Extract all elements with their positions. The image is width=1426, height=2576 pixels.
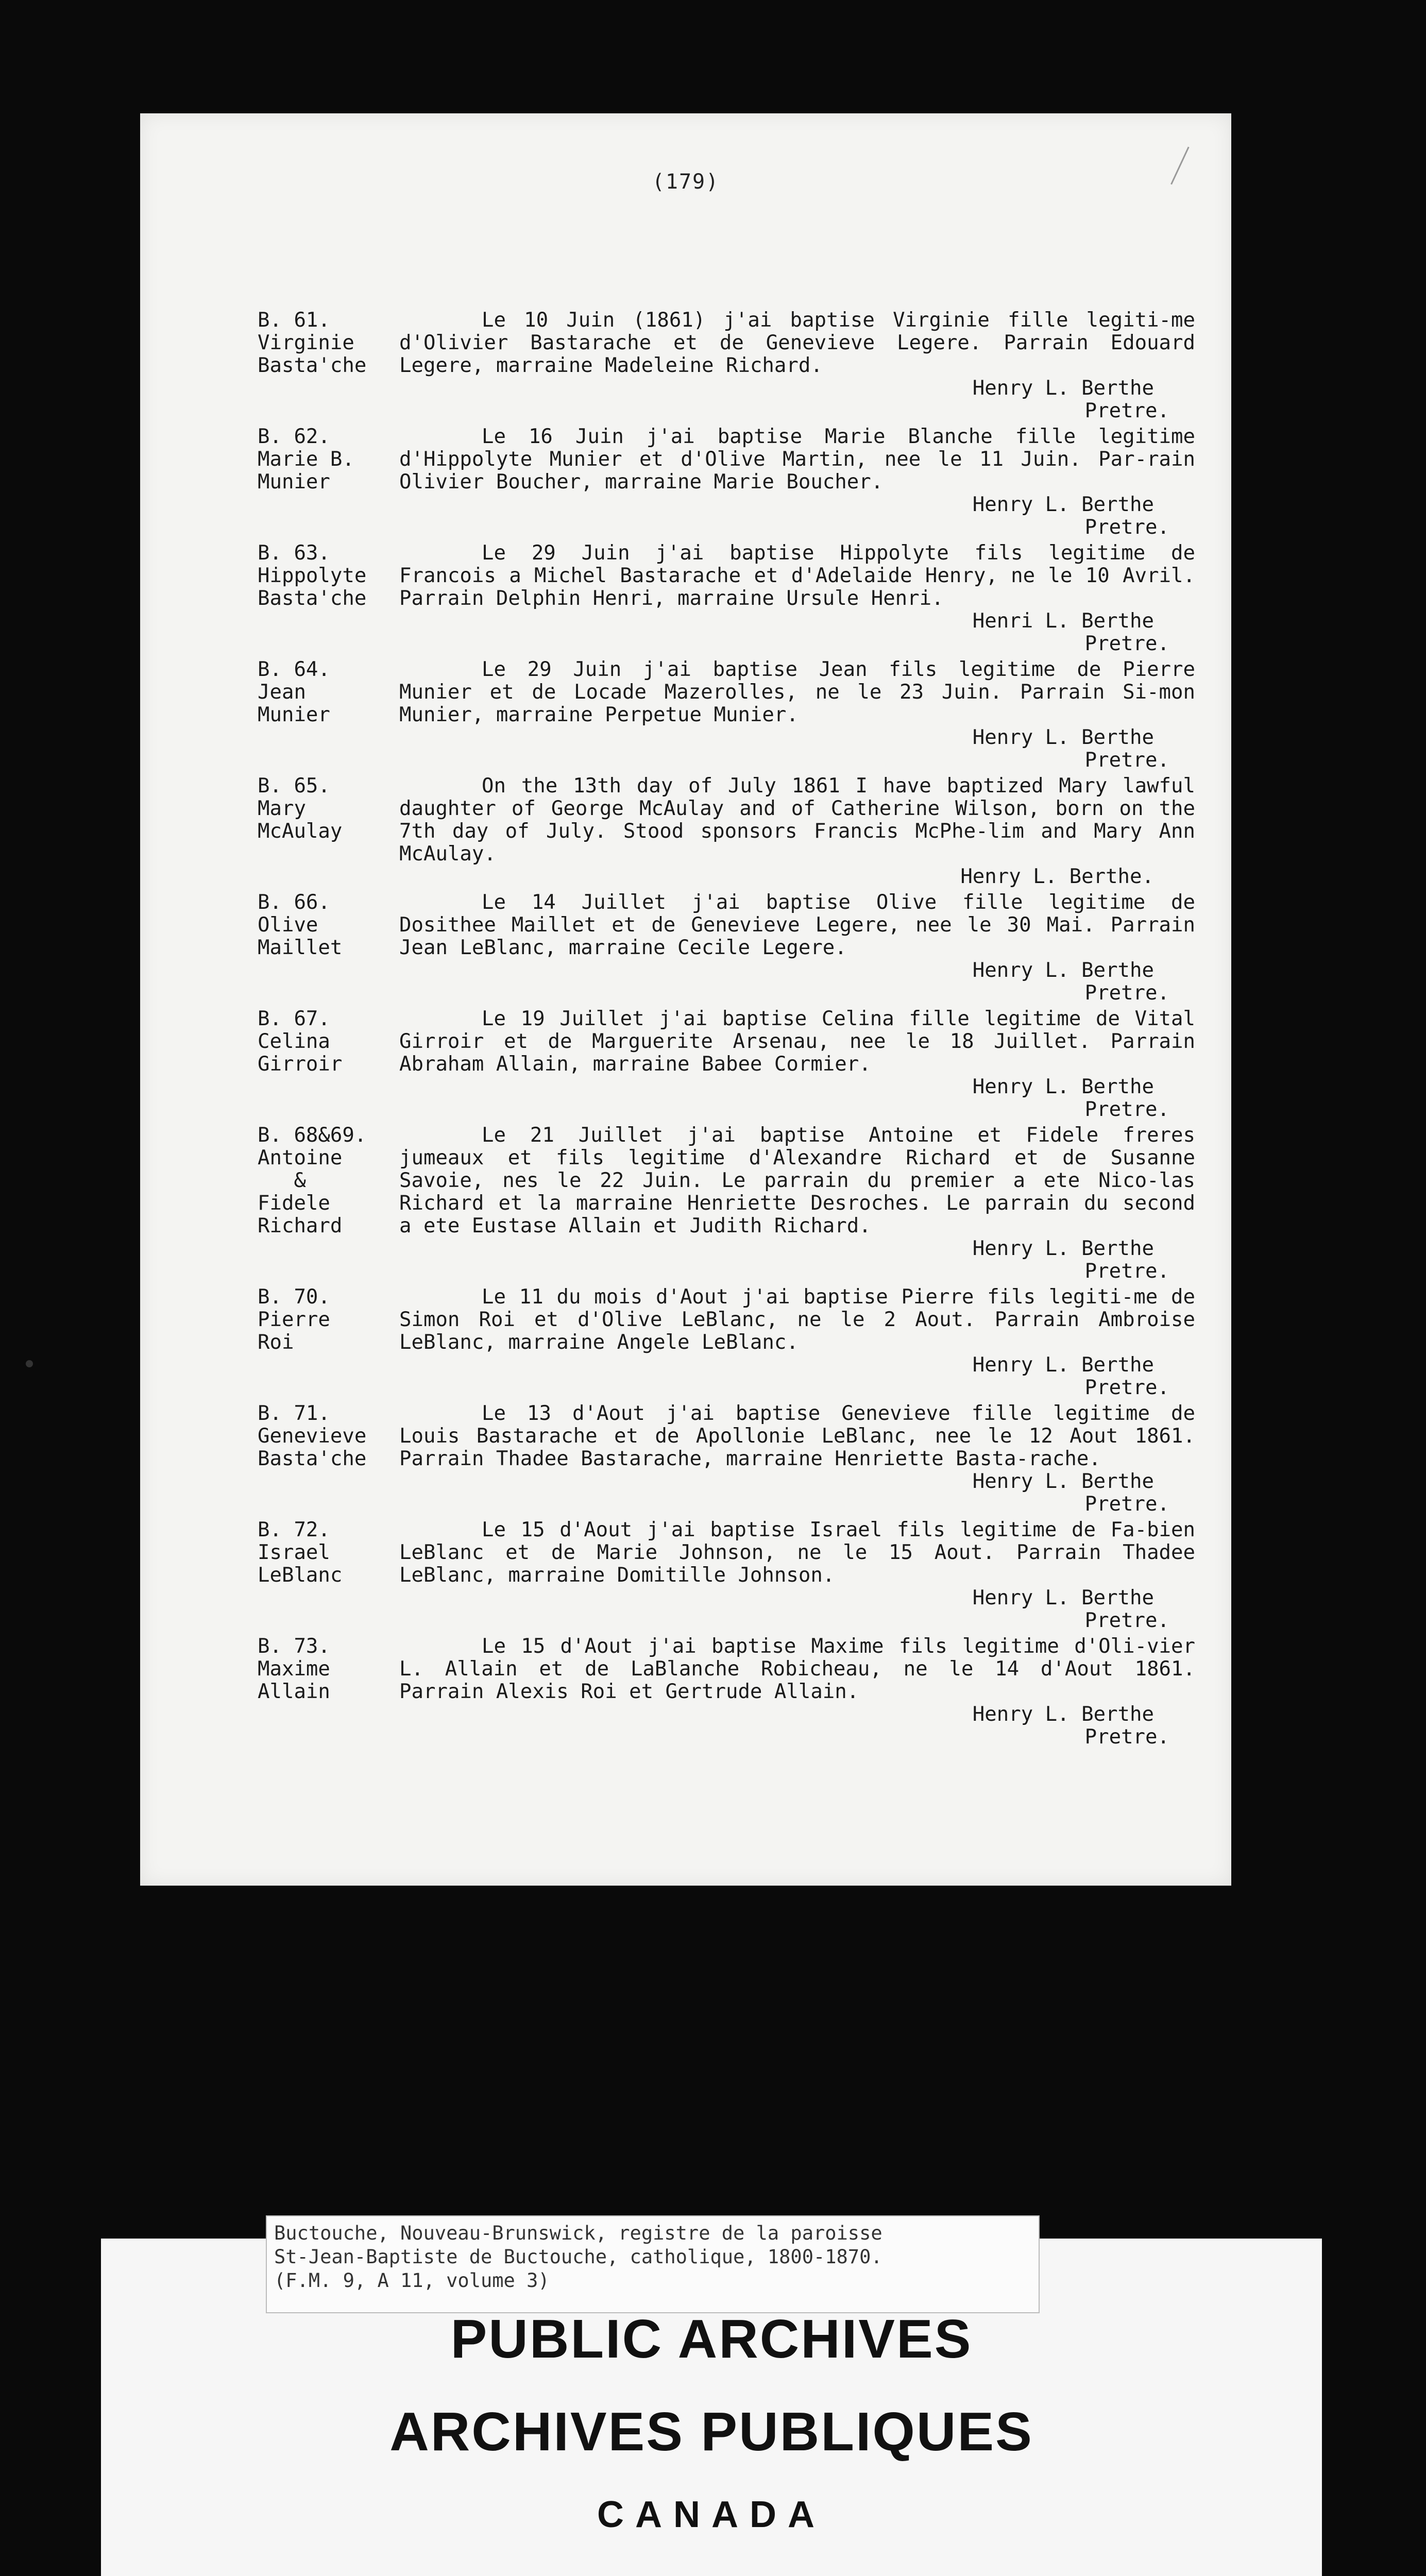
film-speck <box>26 1360 33 1367</box>
archives-title-french: ARCHIVES PUBLIQUES <box>389 2401 1033 2462</box>
baptism-entry <box>258 426 1195 539</box>
entry-body <box>399 658 1195 772</box>
entry-margin-label: B. 65. Mary McAulay <box>258 774 343 843</box>
entry-text: On the 13th day of July 1861 I have baptized Mary lawful daughter of George McAulay and of Catherine Wilson, born on the 7th day of July. Stood sponsors Francis McPhe-lim and Mary Ann McAulay. <box>399 774 1195 866</box>
archives-title-english: PUBLIC ARCHIVES <box>450 2309 973 2369</box>
entry-text: Le 13 d'Aout j'ai baptise Genevieve fille legitime de Louis Bastarache et de Apollonie LeBlanc, nee le 12 Aout 1861. Parrain Thadee Bastarache, marraine Henriette Basta-rache. <box>399 1402 1195 1470</box>
signature-name: Henri L. Berthe <box>972 609 1154 633</box>
signature-name: Henry L. Berthe <box>972 1470 1154 1493</box>
entry-body <box>399 1008 1195 1121</box>
baptism-entry <box>258 1519 1195 1632</box>
entry-text: Le 11 du mois d'Aout j'ai baptise Pierre fils legiti-me de Simon Roi et d'Olive LeBlanc, ne le 2 Aout. Parrain Ambroise LeBlanc, marraine Angele LeBlanc. <box>399 1285 1195 1354</box>
signature-name: Henry L. Berthe <box>972 726 1154 749</box>
entry-margin-label: B. 70. Pierre Roi <box>258 1285 330 1354</box>
entry-body <box>399 1286 1195 1399</box>
signature-title: Pretre. <box>1084 1493 1169 1516</box>
signature <box>399 377 1195 422</box>
signature-name: Henry L. Berthe. <box>960 865 1154 888</box>
signature-title: Pretre. <box>1084 632 1169 655</box>
archives-country: CANADA <box>597 2494 826 2535</box>
signature-name: Henry L. Berthe <box>972 1353 1154 1377</box>
signature <box>399 1238 1195 1283</box>
entry-text: Le 29 Juin j'ai baptise Jean fils legitime de Pierre Munier et de Locade Mazerolles, ne le 23 Juin. Parrain Si-mon Munier, marraine Perpetue Munier. <box>399 658 1195 726</box>
entry-body <box>399 1519 1195 1632</box>
baptism-entry <box>258 1008 1195 1121</box>
signature-name: Henry L. Berthe <box>972 1586 1154 1609</box>
entry-margin-label: B. 68&69. Antoine & Fidele Richard <box>258 1124 367 1238</box>
entry-text: Le 21 Juillet j'ai baptise Antoine et Fidele freres jumeaux et fils legitime d'Alexandre Richard et de Susanne Savoie, nes le 22 Juin. Le parrain du premier a ete Nico-las Richard et la marraine Henriette Desroches. Le parrain du second a ete Eustase Allain et Judith Richard. <box>399 1124 1195 1238</box>
signature-title: Pretre. <box>1084 1260 1169 1283</box>
signature <box>399 1076 1195 1121</box>
entry-body <box>399 426 1195 539</box>
entry-body <box>399 1635 1195 1749</box>
entry-margin-label: B. 64. Jean Munier <box>258 658 330 726</box>
signature-title: Pretre. <box>1084 516 1169 539</box>
entry-text: Le 16 Juin j'ai baptise Marie Blanche fille legitime d'Hippolyte Munier et d'Olive Martin, nee le 11 Juin. Par-rain Olivier Boucher, marraine Marie Boucher. <box>399 425 1195 494</box>
entry-body <box>399 891 1195 1005</box>
source-line-1: Buctouche, Nouveau-Brunswick, registre de la paroisse <box>274 2222 882 2244</box>
page-number: (179) <box>652 170 720 194</box>
entry-margin-label: B. 71. Genevieve Basta'che <box>258 1402 367 1470</box>
signature <box>399 726 1195 772</box>
signature-title: Pretre. <box>1084 1376 1169 1399</box>
entry-body <box>399 309 1195 422</box>
signature-name: Henry L. Berthe <box>972 1703 1154 1726</box>
signature <box>399 1587 1195 1632</box>
baptism-entry <box>258 775 1195 888</box>
entry-text: Le 14 Juillet j'ai baptise Olive fille legitime de Dosithee Maillet et de Genevieve Legere, nee le 30 Mai. Parrain Jean LeBlanc, marraine Cecile Legere. <box>399 891 1195 959</box>
baptism-entry <box>258 542 1195 655</box>
register-page <box>140 113 1231 1886</box>
entry-margin-label: B. 67. Celina Girroir <box>258 1007 343 1076</box>
baptism-entry <box>258 309 1195 422</box>
signature-name: Henry L. Berthe <box>972 1075 1154 1098</box>
baptism-entry <box>258 1124 1195 1283</box>
signature-title: Pretre. <box>1084 981 1169 1005</box>
source-line-2: St-Jean-Baptiste de Buctouche, catholique, 1800-1870. <box>274 2246 882 2268</box>
signature <box>399 1354 1195 1399</box>
entry-text: Le 15 d'Aout j'ai baptise Israel fils legitime de Fa-bien LeBlanc et de Marie Johnson, ne le 15 Aout. Parrain Thadee LeBlanc, marraine Domitille Johnson. <box>399 1518 1195 1587</box>
baptism-entry <box>258 1635 1195 1749</box>
entry-text: Le 29 Juin j'ai baptise Hippolyte fils legitime de Francois a Michel Bastarache et d'Adelaide Henry, ne le 10 Avril. Parrain Delphin Henri, marraine Ursule Henri. <box>399 541 1195 610</box>
baptism-entries <box>258 309 1195 1752</box>
signature-name: Henry L. Berthe <box>972 959 1154 982</box>
entry-margin-label: B. 62. Marie B. Munier <box>258 425 354 494</box>
signature <box>399 1470 1195 1516</box>
entry-body <box>399 775 1195 888</box>
entry-body <box>399 1124 1195 1283</box>
entry-margin-label: B. 61. Virginie Basta'che <box>258 309 367 377</box>
signature-title: Pretre. <box>1084 1609 1169 1632</box>
baptism-entry <box>258 891 1195 1005</box>
baptism-entry <box>258 1286 1195 1399</box>
entry-text: Le 15 d'Aout j'ai baptise Maxime fils legitime d'Oli-vier L. Allain et de LaBlanche Robicheau, ne le 14 d'Aout 1861. Parrain Alexis Roi et Gertrude Allain. <box>399 1635 1195 1703</box>
baptism-entry <box>258 1402 1195 1516</box>
entry-margin-label: B. 73. Maxime Allain <box>258 1635 330 1703</box>
signature <box>399 494 1195 539</box>
signature-name: Henry L. Berthe <box>972 493 1154 516</box>
entry-margin-label: B. 66. Olive Maillet <box>258 891 343 959</box>
signature-title: Pretre. <box>1084 399 1169 422</box>
source-line-3: (F.M. 9, A 11, volume 3) <box>274 2269 550 2292</box>
signature-title: Pretre. <box>1084 749 1169 772</box>
entry-body <box>399 1402 1195 1516</box>
source-label <box>266 2215 1040 2313</box>
signature-title: Pretre. <box>1084 1725 1169 1749</box>
signature-name: Henry L. Berthe <box>972 377 1154 400</box>
signature <box>399 610 1195 655</box>
entry-text: Le 10 Juin (1861) j'ai baptise Virginie fille legiti-me d'Olivier Bastarache et de Genevieve Legere. Parrain Edouard Legere, marraine Madeleine Richard. <box>399 309 1195 377</box>
entry-margin-label: B. 72. Israel LeBlanc <box>258 1518 343 1587</box>
signature <box>399 959 1195 1005</box>
entry-margin-label: B. 63. Hippolyte Basta'che <box>258 541 367 610</box>
signature-name: Henry L. Berthe <box>972 1237 1154 1260</box>
signature-title: Pretre. <box>1084 1098 1169 1121</box>
entry-body <box>399 542 1195 655</box>
entry-text: Le 19 Juillet j'ai baptise Celina fille legitime de Vital Girroir et de Marguerite Arsenau, nee le 18 Juillet. Parrain Abraham Allain, marraine Babee Cormier. <box>399 1007 1195 1076</box>
signature <box>399 866 1195 888</box>
signature <box>399 1703 1195 1749</box>
baptism-entry <box>258 658 1195 772</box>
